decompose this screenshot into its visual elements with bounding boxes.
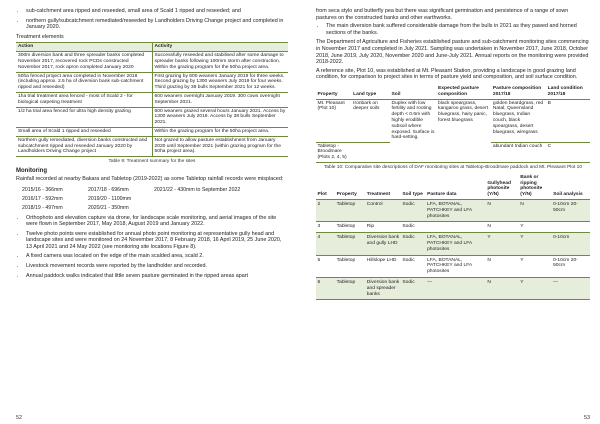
table-cell: Sodic <box>401 255 426 277</box>
table-header: Bank or ripping photosite (Y/N) <box>519 174 552 200</box>
table-cell: black speargrass, kangaroo grass, desert bluegrass, hairy panic, forest bluegrass <box>438 100 489 123</box>
list-item: • sub-catchment area ripped and reseeded, small area of Scald 1 ripped and reseeded; and <box>26 8 288 15</box>
table-cell: Ironbark on deeper soils <box>352 99 390 142</box>
table-cell: 1/2 ha trial area fenced for ultra high density grazing <box>16 107 152 127</box>
reference-site-paragraph: A reference site, Plot 10, was established at Mt. Pleasant Station, providing a landscape in good grazing land condition, for comparison to project sites in terms of pasture yield and composition, and soil surface condition. <box>316 67 578 81</box>
rainfall-value: 2017/18 - 696mm <box>88 186 129 193</box>
table-cell: Not grazed to allow pasture establishment from January 2020 until September 2021 (within grazing program for the 50ha project area). <box>152 136 288 156</box>
table-row <box>316 199 590 221</box>
table-cell: Sodic <box>401 233 426 255</box>
table-cell: 300m diversion bank and three spreader banks completed November 2017, recovered rock PCDs constructed November 2017, rock apron completed January 2020 <box>16 52 152 72</box>
table-cell: Tabletop <box>335 199 365 221</box>
rainfall-value: 2016/17 - 592mm <box>22 195 63 202</box>
table-header: Land condition 2017/18 <box>546 85 590 99</box>
table-cell: — <box>552 277 590 299</box>
table-header: Soil analysis <box>552 174 590 200</box>
table-cell <box>352 142 390 162</box>
table-cell: Small area of Scald 1 ripped and reseeded <box>16 127 152 136</box>
rainfall-grid <box>22 187 288 211</box>
table-cell <box>426 222 486 233</box>
table-header: Pasture data <box>426 174 486 200</box>
table-cell: Y <box>519 222 552 233</box>
table-cell: Y <box>519 255 552 277</box>
table-cell: Sodic <box>401 277 426 299</box>
table-cell: Within the grazing program for the 50ha project area. <box>152 127 288 136</box>
table-header: Pasture composition 2017/18 <box>491 85 546 99</box>
table-cell: Tabletop <box>335 222 365 233</box>
table-cell: C <box>546 142 590 162</box>
table-header: Gullyhead photosite (Y/N) <box>486 174 519 200</box>
table-cell <box>552 222 590 233</box>
treatment-table <box>16 42 288 157</box>
rainfall-value: 2015/16 - 366mm <box>22 186 63 193</box>
table-cell: N <box>486 277 519 299</box>
table-cell: N <box>486 222 519 233</box>
table-cell: 1ha trial treatment area fenced - most of Scald 2 - for biological carpeting treatment <box>16 92 152 107</box>
page-number-left: 52 <box>16 415 22 421</box>
intro-bullet-list <box>16 8 288 31</box>
page-number-right: 53 <box>584 415 590 421</box>
table-row <box>316 99 590 142</box>
table-cell: abundant Indian couch <box>491 142 546 162</box>
table-cell: N <box>519 199 552 221</box>
table-cell: 3 <box>316 222 335 233</box>
table-cell: 600 weaners grazed several hours January 2021. Access by 1300 weaners July 2019. Access by 38 bulls September 2021. <box>152 107 288 127</box>
table-row <box>316 255 590 277</box>
table-cell: golden beardgrass, red Natal, Queensland bluegrass, Indian couch, black speargrass, desert bluegrass, wiregrass <box>491 99 546 142</box>
table-cell: LFA, BOTANAL, PATCHKEY and LFA photosites <box>426 199 486 221</box>
table-row <box>16 127 288 136</box>
table-header: Activity <box>152 43 288 52</box>
table-cell: 0-10cm 20-50cm <box>552 199 590 221</box>
table-cell: 4 <box>316 233 335 255</box>
table-header: Action <box>16 43 152 52</box>
monitoring-heading: Monitoring <box>16 167 47 174</box>
table-header: Property <box>335 174 365 200</box>
table-cell: 0-10cm <box>552 233 590 255</box>
list-item: • The main diversion bank suffered considerable damage from the bulls in 2021 as they pawed and horned sections of the banks. <box>326 23 590 36</box>
rainfall-value: 2020/21 - 350mm <box>88 204 129 211</box>
table-cell: 0-10cm 20-50cm <box>552 255 590 277</box>
right-bullet-list <box>316 23 590 36</box>
rainfall-value <box>154 196 242 202</box>
table-header: Land type <box>352 85 390 99</box>
table-row <box>316 277 590 299</box>
table-cell: Tabletop <box>335 233 365 255</box>
table-cell: Hillslope LHD <box>365 255 401 277</box>
table-cell: — <box>426 277 486 299</box>
table-cell: N <box>486 199 519 221</box>
table-cell: 2 <box>316 199 335 221</box>
treatment-heading: Treatment elements <box>16 33 64 40</box>
table-row <box>16 72 288 92</box>
table-cell <box>437 142 492 162</box>
table-cell: B <box>546 99 590 142</box>
table-row <box>16 107 288 127</box>
table-cell: Successfully reseeded and stabilised after some damage to spreader banks following 100mm storm after construction. Within the grazing program for the 50ha project area. <box>152 52 288 72</box>
table-cell: N <box>486 255 519 277</box>
daf-paragraph: The Department of Agriculture and Fisheries established pasture and sub-catchment monitoring sites commencing in November 2017 and completed in July 2021. Sampling was undertaken in November 2017, June 2018, October 2018, June 2019, July 2020, November 2020 and June-July 2021. Annual reports on the monitoring were provided 2018-2022. <box>316 39 589 66</box>
table-row <box>316 233 590 255</box>
table-header: Soil type <box>401 174 426 200</box>
right-page <box>300 0 600 424</box>
table-cell: Duplex with low fertility and rooting depth < 0.6m with highly erodible subsoil where exposed. Surface is hard-setting. <box>391 100 435 141</box>
table-cell: Sodic <box>401 199 426 221</box>
table-9-caption: Table 9: Treatment summary for the sites <box>108 159 196 165</box>
monitoring-bullet-list <box>16 215 288 280</box>
table-row <box>16 136 288 156</box>
table-cell: First grazing by 600 weaners January 2019 for three weeks. Second grazing by 1300 weaners July 2019 for four weeks. Third grazing by 38 bulls September 2021 for 12 weeks. <box>152 72 288 92</box>
table-cell: Tabletop <box>335 277 365 299</box>
list-item: • northern gully/subcatchment remediated/reseeded by Landholders Driving Change project and completed in January 2020. <box>26 18 288 31</box>
table-cell <box>390 142 437 162</box>
table-cell: Rip <box>365 222 401 233</box>
list-item: • Livestock movement records were reported by the landholder and recorded. <box>26 263 288 270</box>
table-cell: 5 <box>316 255 335 277</box>
table-cell: Control <box>365 199 401 221</box>
rainfall-value: 2018/19 - 497mm <box>22 204 63 211</box>
table-header: Soil <box>390 85 437 99</box>
table-cell: Sodic <box>401 222 426 233</box>
continuation-text: from seca stylo and butterfly pea but there was significant germination and persistence of a range of sown pastures on the constructed banks and other earthworks. <box>316 8 569 21</box>
table-cell: Y <box>519 233 552 255</box>
table-cell: LFA, BOTANAL, PATCHKEY and LFA photosites <box>426 233 486 255</box>
table-row <box>16 52 288 72</box>
table-cell: 6 <box>316 277 335 299</box>
table-header: Treatment <box>365 174 401 200</box>
rainfall-text: Rainfall recorded at nearby Bakara and Tabletop (2019-2022) as some Tabletop rainfall records were misplaced: <box>16 175 284 182</box>
list-item: • Twelve photo points were established for annual photo point monitoring at representative gully head and landscape sites and were monitored on 24 November 2017, 8 February 2018, 16 April 2019, 25 June 2020, 13 April 2021 and 24 May 2022 (see monitoring site locations Figure 8). <box>26 231 288 251</box>
table-cell: LFA, BOTANAL, PATCHKEY and LFA photosites <box>426 255 486 277</box>
table-cell: Diversion bank and spreader banks <box>365 277 401 299</box>
rainfall-value: 2019/20 - 1100mm <box>88 195 132 202</box>
table-cell: Y <box>486 233 519 255</box>
table-cell: Northern gully remediated, diversion banks constructed and subcatchment ripped and reseeded January 2020 by Landholders Driving Change project <box>16 136 152 156</box>
list-item: • Annual paddock walks indicated that little seven pasture germinated in the ripped areas apart <box>26 273 288 280</box>
table-cell: 600 weaners overnight January 2019. 300 cows overnight September 2021. <box>152 92 288 107</box>
site-description-table <box>316 85 590 163</box>
table-header: Expected pasture composition <box>437 85 492 99</box>
list-item: • A fixed camera was located on the edge of the main scalded area, scald 2. <box>26 253 288 260</box>
table-cell: Diversion bank and gully LHD <box>365 233 401 255</box>
table-cell: Y <box>519 277 552 299</box>
table-cell: Tabletop <box>335 255 365 277</box>
plot-table <box>316 174 590 301</box>
table-cell: 50ha fenced project area completed in November 2018 (including approx. 2.5 ha of diversion bank sub-catchment ripped and reseeded) <box>16 72 152 92</box>
table-10-caption: Table 10: Comparative site descriptions of DAF monitoring sites at Tabletop-Broodmare paddock and Mt. Pleasant Plot 10 <box>323 165 582 170</box>
table-row <box>16 92 288 107</box>
table-cell: Tabletop - Broodmare (Plots 2, 4, 5) <box>316 142 352 162</box>
rainfall-value: 2021/22 - 430mm to September 2022 <box>154 186 241 193</box>
table-row <box>316 142 590 162</box>
table-header: Property <box>316 85 352 99</box>
list-item: • Orthophoto and elevation capture via drone, for landscape scale monitoring, and aerial images of the site were flown in September 2017, May 2018, August 2019 and January 2022. <box>26 215 288 228</box>
rainfall-value <box>154 205 242 211</box>
table-header: Plot <box>316 174 335 200</box>
table-row <box>316 222 590 233</box>
table-cell: Mt. Pleasant (Plot 10) <box>316 99 352 142</box>
